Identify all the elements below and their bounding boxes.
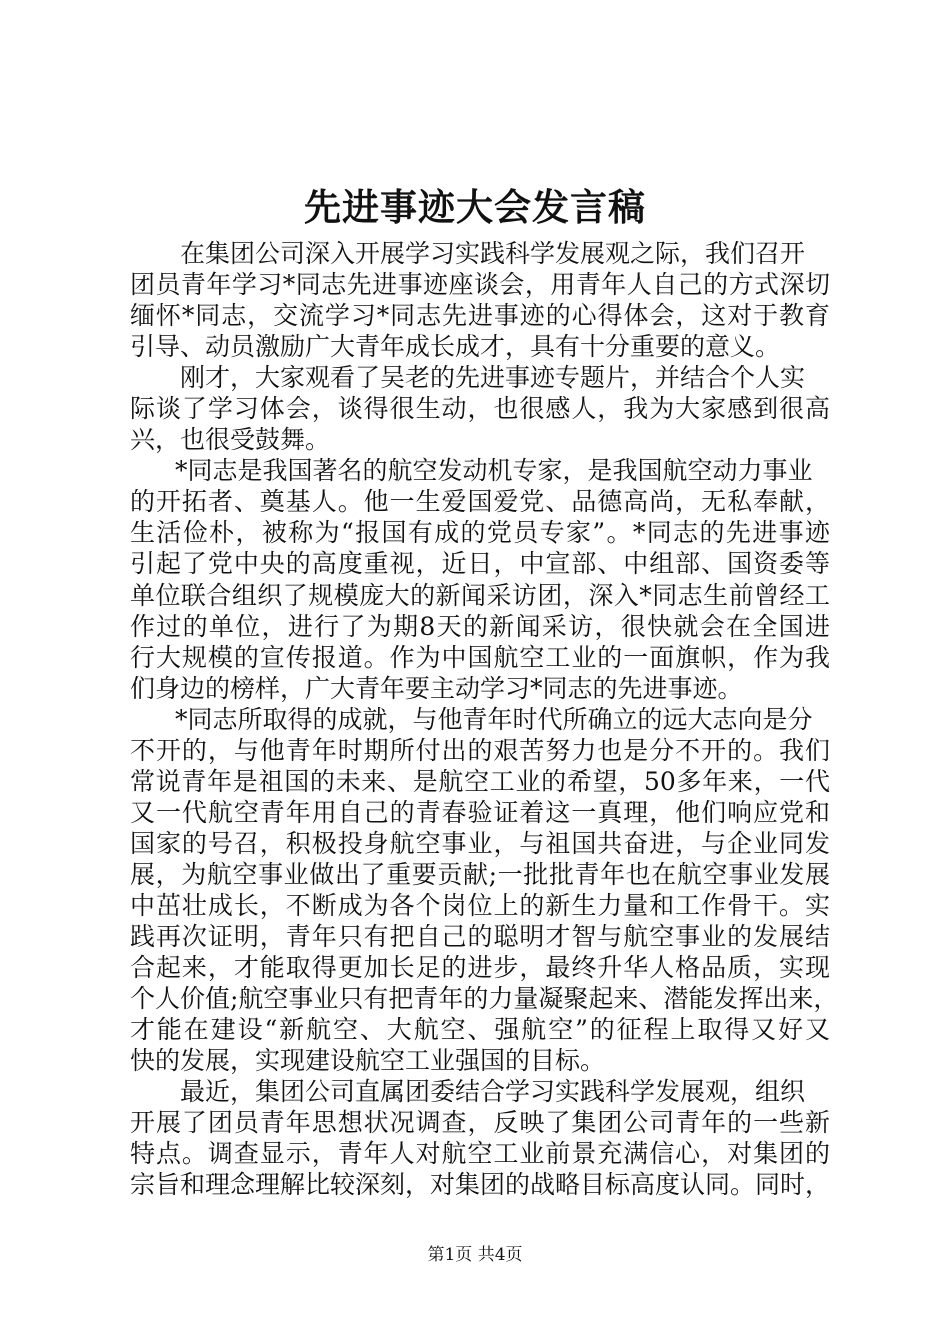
text-line: 开展了团员青年思想状况调查，反映了集团公司青年的一些新: [130, 1108, 830, 1138]
text-line: 际谈了学习体会，谈得很生动，也很感人，我为大家感到很高: [130, 394, 830, 424]
text-line: 刚才，大家观看了吴老的先进事迹专题片，并结合个人实: [180, 363, 806, 393]
text-line: 生活俭朴，被称为“报国有成的党员专家”。*同志的先进事迹: [130, 518, 830, 548]
text-line: 中茁壮成长，不断成为各个岗位上的新生力量和工作骨干。实: [130, 890, 830, 920]
text-line: 行大规模的宣传报道。作为中国航空工业的一面旗帜，作为我: [130, 642, 830, 672]
text-line: 引导、动员激励广大青年成长成才，具有十分重要的意义。: [130, 332, 781, 362]
text-line: 作过的单位，进行了为期8天的新闻采访，很快就会在全国进: [130, 611, 830, 641]
text-line: 践再次证明，青年只有把自己的聪明才智与航空事业的发展结: [130, 922, 830, 952]
text-line: 在集团公司深入开展学习实践科学发展观之际，我们召开: [180, 239, 806, 268]
text-line: 又一代航空青年用自己的青春验证着这一真理，他们响应党和: [130, 797, 830, 827]
text-line: 快的发展，实现建设航空工业强国的目标。: [130, 1046, 606, 1076]
text-line: 合起来，才能取得更加长足的进步，最终升华人格品质，实现: [130, 953, 830, 983]
text-line: 不开的，与他青年时期所付出的艰苦努力也是分不开的。我们: [130, 735, 830, 765]
text-line: 特点。调查显示，青年人对航空工业前景充满信心，对集团的: [130, 1139, 830, 1169]
text-line: 引起了党中央的高度重视，近日，中宣部、中组部、国资委等: [130, 549, 830, 579]
text-line: 团员青年学习*同志先进事迹座谈会，用青年人自己的方式深切: [130, 270, 830, 300]
text-line: *同志是我国著名的航空发动机专家，是我国航空动力事业: [175, 456, 813, 486]
text-line: 兴，也很受鼓舞。: [130, 425, 331, 455]
text-line: 宗旨和理念理解比较深刻，对集团的战略目标高度认同。同时，: [130, 1170, 831, 1200]
text-line: *同志所取得的成就，与他青年时代所确立的远大志向是分: [175, 704, 813, 734]
document-body: [130, 238, 839, 1200]
document-title: 先进事迹大会发言稿: [304, 185, 646, 229]
text-line: 们身边的榜样，广大青年要主动学习*同志的先进事迹。: [130, 673, 743, 703]
text-line: 单位联合组织了规模庞大的新闻采访团，深入*同志生前曾经工: [130, 580, 830, 610]
page-footer: 第1页 共4页: [427, 1245, 523, 1265]
text-line: 的开拓者、奠基人。他一生爱国爱党、品德高尚，无私奉献，: [130, 487, 830, 517]
text-line: 国家的号召，积极投身航空事业，与祖国共奋进，与企业同发: [130, 828, 830, 858]
text-line: 最近，集团公司直属团委结合学习实践科学发展观，组织: [180, 1077, 806, 1107]
text-line: 缅怀*同志，交流学习*同志先进事迹的心得体会，这对于教育: [130, 301, 830, 331]
text-line: 展，为航空事业做出了重要贡献;一批批青年也在航空事业发展: [130, 859, 830, 889]
text-line: 才能在建设“新航空、大航空、强航空”的征程上取得又好又: [130, 1015, 830, 1045]
text-line: 常说青年是祖国的未来、是航空工业的希望，50多年来，一代: [130, 766, 830, 796]
text-line: 个人价值;航空事业只有把青年的力量凝聚起来、潜能发挥出来，: [130, 984, 839, 1014]
